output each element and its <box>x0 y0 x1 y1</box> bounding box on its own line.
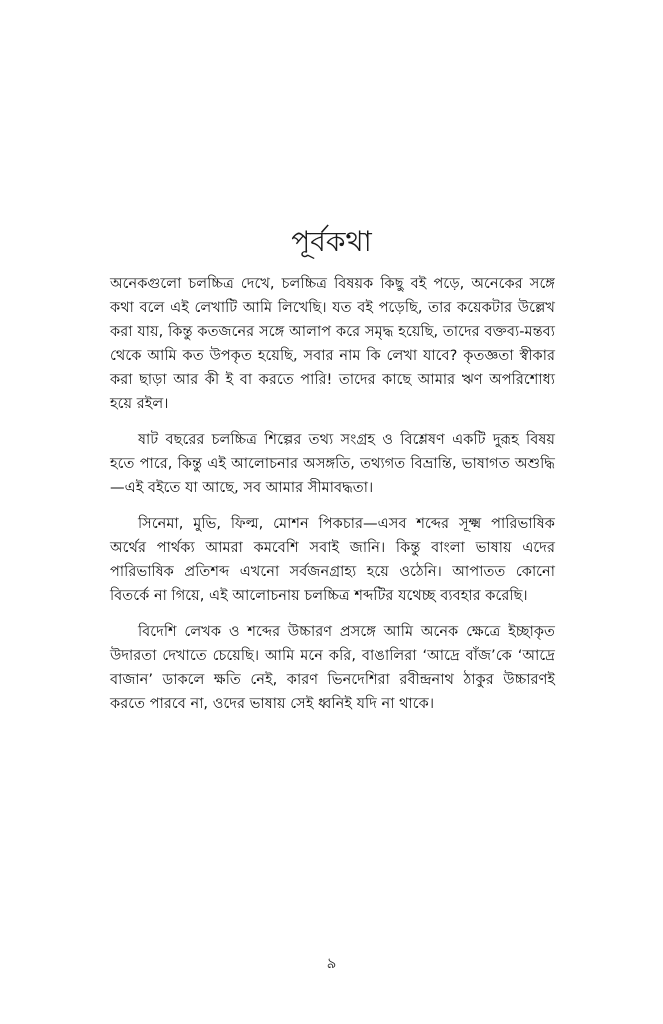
paragraph-3: সিনেমা, মুভি, ফিল্ম, মোশন পিকচার—এসব শব্দের সূক্ষ্ম পারিভাষিক অর্থের পার্থক্য আমরা কমবেশি সবাই জানি। কিন্তু বাংলা ভাষায় এদের পারিভাষিক প্রতিশব্দ এখনো সর্বজনগ্রাহ্য হয়ে ওঠেনি। আপাতত কোনো বিতর্কে না গিয়ে, এই আলোচনায় চলচ্চিত্র শব্দটির যথেচ্ছ ব্যবহার করেছি। <box>110 515 555 604</box>
page-number: ৯ <box>326 954 337 972</box>
paragraph-2: ষাট বছরের চলচ্চিত্র শিল্পের তথ্য সংগ্রহ ও বিশ্লেষণ একটি দুরূহ বিষয় হতে পারে, কিন্তু এই আলোচনার অসঙ্গতি, তথ্যগত বিভ্রান্তি, ভাষাগত অশুদ্ধি—এই বইতে যা আছে, সব আমার সীমাবদ্ধতা। <box>110 431 555 496</box>
preface-body <box>110 272 555 728</box>
paragraph-1: অনেকগুলো চলচ্চিত্র দেখে, চলচ্চিত্র বিষয়ক কিছু বই পড়ে, অনেকের সঙ্গে কথা বলে এই লেখাটি আমি লিখেছি। যত বই পড়েছি, তার কয়েকটার উল্লেখ করা যায়, কিন্তু কতজনের সঙ্গে আলাপ করে সমৃদ্ধ হয়েছি, তাদের বক্তব্য-মন্তব্য থেকে আমি কত উপকৃত হয়েছি, সবার নাম কি লেখা যাবে? কৃতজ্ঞতা স্বীকার করা ছাড়া আর কী ই বা করতে পারি! তাদের কাছে আমার ঋণ অপরিশোধ্য হয়ে রইল। <box>110 275 555 412</box>
page-title: পূর্বকথা <box>291 225 372 258</box>
paragraph-4: বিদেশি লেখক ও শব্দের উচ্চারণ প্রসঙ্গে আমি অনেক ক্ষেত্রে ইচ্ছাকৃত উদারতা দেখাতে চেয়েছি। আমি মনে করি, বাঙালিরা ‘আদ্রে বাঁজ’কে ‘আদ্রে বাজান’ ডাকলে ক্ষতি নেই, কারণ ভিনদেশিরা রবীন্দ্রনাথ ঠাকুর উচ্চারণই করতে পারবে না, ওদের ভাষায় সেই ধ্বনিই যদি না থাকে। <box>110 623 555 712</box>
